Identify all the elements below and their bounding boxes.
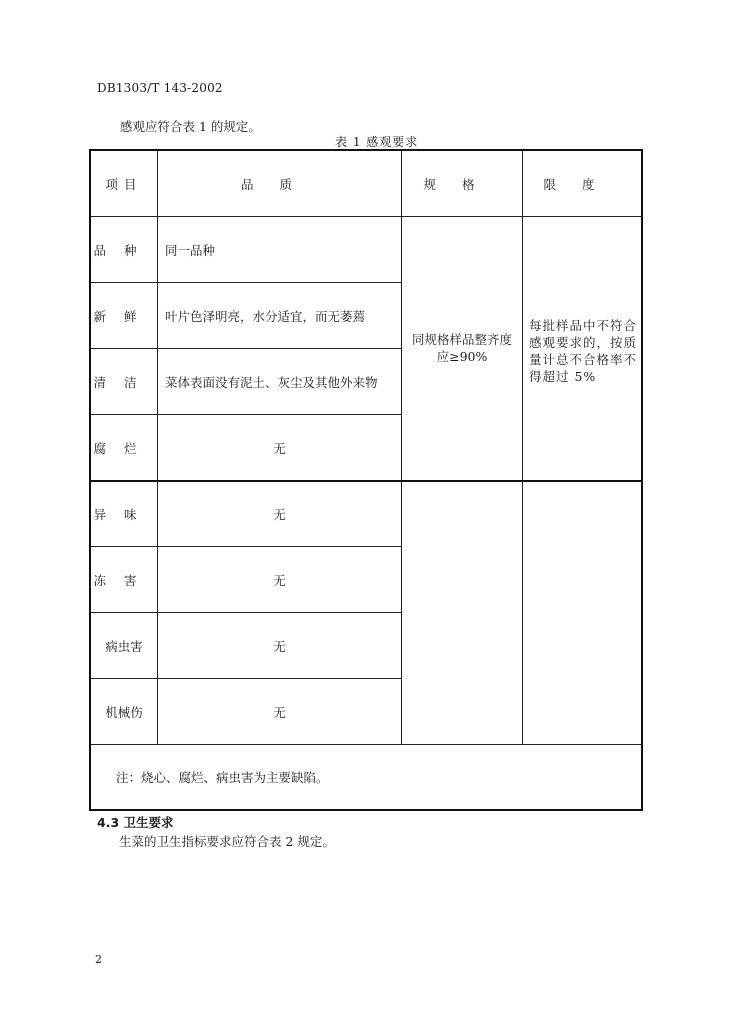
row-quality-odor: 无 (273, 507, 286, 522)
sensory-requirements-table (89, 149, 643, 811)
document-code: DB1303/T 143-2002 (97, 81, 223, 95)
header-quality: 品质 (240, 176, 318, 192)
spec-uniformity: 同规格样品整齐度应≥90% (411, 332, 512, 364)
page-number: 2 (95, 953, 102, 966)
row-quality-pests: 无 (273, 638, 286, 654)
section-heading: 4.3 卫生要求 (97, 815, 174, 830)
table-note: 注：烧心、腐烂、病虫害为主要缺陷。 (116, 770, 329, 785)
row-item-freshness: 新鲜 (93, 308, 155, 324)
row-item-variety: 品种 (93, 242, 155, 258)
table-caption: 表 1 感观要求 (335, 135, 419, 149)
row-item-rot: 腐烂 (93, 440, 155, 456)
header-limit: 限度 (543, 176, 621, 192)
limit-defect-rate: 每批样品中不符合感观要求的，按质量计总不合格率不得超过 5% (529, 318, 638, 384)
row-item-frost: 冻害 (93, 572, 155, 588)
intro-text: 感观应符合表 1 的规定。 (120, 119, 261, 134)
header-item: 项目 (105, 176, 143, 192)
row-quality-variety: 同一品种 (165, 242, 216, 258)
row-quality-mechanical: 无 (273, 704, 286, 720)
section-text: 生菜的卫生指标要求应符合表 2 规定。 (119, 834, 335, 849)
row-quality-cleanliness: 菜体表面没有泥土、灰尘及其他外来物 (165, 374, 378, 390)
row-item-mechanical: 机械伤 (105, 704, 143, 720)
row-item-pests: 病虫害 (105, 638, 143, 654)
row-quality-rot: 无 (273, 440, 286, 456)
row-item-odor: 异味 (93, 507, 155, 522)
row-item-cleanliness: 清洁 (93, 374, 155, 390)
row-quality-freshness: 叶片色泽明亮，水分适宜，而无萎蔫 (165, 308, 366, 324)
row-quality-frost: 无 (273, 572, 286, 588)
header-spec: 规格 (423, 176, 501, 192)
